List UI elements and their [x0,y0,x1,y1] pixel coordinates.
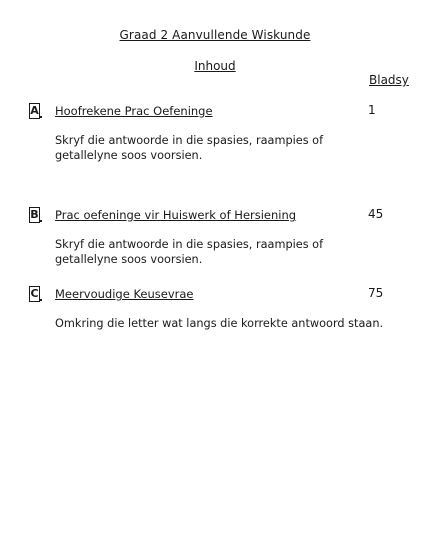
section-letter-box: B [30,208,39,221]
document-title: Graad 2 Aanvullende Wiskunde [119,28,311,42]
section-letter-box: A [30,104,39,117]
section-description: Skryf die antwoorde in die spasies, raampies of getallelyne soos voorsien. [55,134,324,162]
page-column-heading: Bladsy [369,73,409,87]
toc-heading: Inhoud [194,59,236,73]
section-description: Skryf die antwoorde in die spasies, raampies of getallelyne soos voorsien. [55,238,324,266]
section-page-number: 1 [368,103,376,117]
section-title: Hoofrekene Prac Oefeninge [55,104,213,118]
section-letter-box: C [30,287,39,300]
section-title: Prac oefeninge vir Huiswerk of Hersiening [55,208,297,222]
section-title: Meervoudige Keusevrae [55,287,194,301]
section-page-number: 45 [368,207,384,221]
section-page-number: 75 [368,286,384,300]
section-description: Omkring die letter wat langs die korrekte antwoord staan. [55,317,384,330]
